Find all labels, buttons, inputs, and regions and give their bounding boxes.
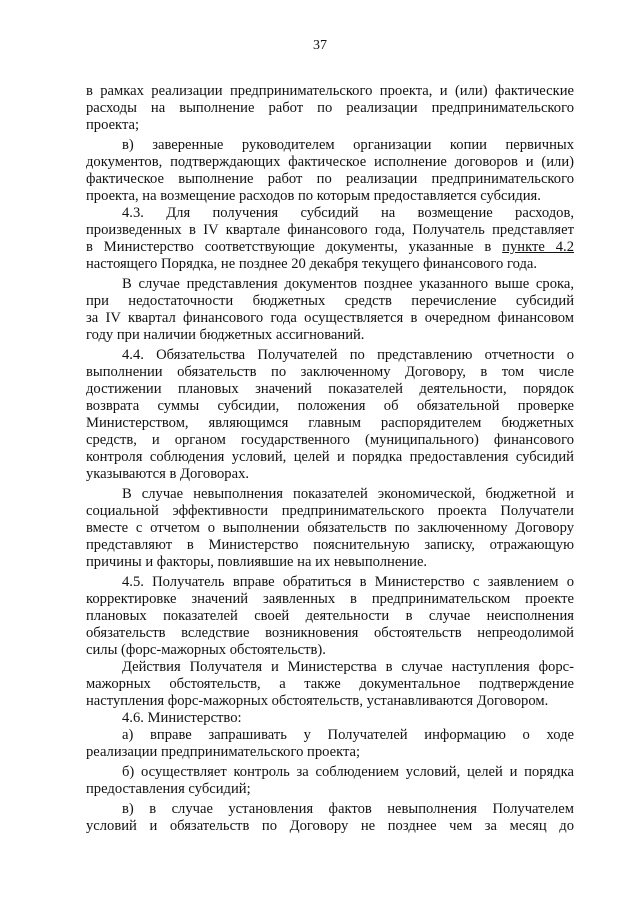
text-line: контроля соблюдения условий, целей и порядка предоставления субсидий xyxy=(86,449,574,465)
paragraph xyxy=(86,137,574,205)
text-line: году при наличии бюджетных ассигнований. xyxy=(86,327,365,343)
text-line: причины и факторы, повлиявшие на их невыполнение. xyxy=(86,554,428,570)
paragraph xyxy=(86,205,574,273)
text-line: выполнении обязательств по заключенному Договору, в том числе xyxy=(86,364,574,380)
text-line: плановых показателей своей деятельности в случае неисполнения xyxy=(86,608,574,624)
text-line: 4.4. Обязательства Получателей по представлению отчетности о xyxy=(122,347,574,363)
text-line: Действия Получателя и Министерства в случае наступления форс- xyxy=(122,659,574,675)
text-line: В случае невыполнения показателей экономической, бюджетной и xyxy=(122,486,574,502)
text-line: вместе с отчетом о выполнении обязательств по заключенному Договору xyxy=(86,520,574,536)
text-line: возврата суммы субсидии, положения об обязательной проверке xyxy=(86,398,574,414)
text-line: 4.3. Для получения субсидий на возмещение расходов, xyxy=(122,205,574,221)
paragraph xyxy=(86,486,574,571)
text-line: Министерством, являющимся главным распорядителем бюджетных xyxy=(86,415,574,431)
text-line: расходы на выполнение работ по реализации предпринимательского xyxy=(86,100,574,116)
text-line: а) вправе запрашивать у Получателей информацию о ходе xyxy=(122,727,574,743)
text-line: при недостаточности бюджетных средств перечисление субсидий xyxy=(86,293,574,309)
paragraph xyxy=(86,659,574,710)
document-body xyxy=(86,83,574,835)
page-number: 37 xyxy=(313,38,327,53)
text-line: указываются в Договорах. xyxy=(86,466,250,482)
paragraph xyxy=(86,574,574,659)
text-segment: в Министерство соответствующие документы, указанные в xyxy=(86,239,503,255)
text-line xyxy=(86,239,574,256)
text-line: средств, и органом государственного (муниципального) финансового xyxy=(86,432,574,448)
text-line: в рамках реализации предпринимательского проекта, и (или) фактические xyxy=(86,83,574,99)
text-line: 4.5. Получатель вправе обратиться в Министерство с заявлением о xyxy=(122,574,574,590)
text-line: силы (форс-мажорных обстоятельств). xyxy=(86,642,326,658)
text-line: наступления форс-мажорных обстоятельств, устанавливаются Договором. xyxy=(86,693,549,709)
text-line: в) заверенные руководителем организации копии первичных xyxy=(122,137,574,153)
text-line: В случае представления документов позднее указанного выше срока, xyxy=(122,276,574,292)
text-line: реализации предпринимательского проекта; xyxy=(86,744,361,760)
text-line: предоставления субсидий; xyxy=(86,781,251,797)
section-link[interactable]: пункте 4.2 xyxy=(502,239,574,255)
text-line: за IV квартал финансового года осуществляется в очередном финансовом xyxy=(86,310,574,326)
text-line: в) в случае установления фактов невыполнения Получателем xyxy=(122,801,574,817)
paragraph xyxy=(86,347,574,483)
text-line: б) осуществляет контроль за соблюдением условий, целей и порядка xyxy=(122,764,574,780)
text-line: настоящего Порядка, не позднее 20 декабря текущего финансового года. xyxy=(86,256,537,272)
paragraph xyxy=(86,764,574,798)
text-line: корректировке значений заявленных в предпринимательском проекте xyxy=(86,591,574,607)
text-line: документов, подтверждающих фактическое исполнение договоров и (или) xyxy=(86,154,574,170)
paragraph xyxy=(86,727,574,761)
text-line: представляют в Министерство пояснительную записку, отражающую xyxy=(86,537,574,553)
text-line: проекта, на возмещение расходов по которым предоставляется субсидия. xyxy=(86,188,541,204)
text-line: мажорных обстоятельств, а также документальное подтверждение xyxy=(86,676,574,692)
text-line: 4.6. Министерство: xyxy=(122,710,242,726)
text-line: социальной эффективности предпринимательского проекта Получатели xyxy=(86,503,574,519)
paragraph xyxy=(86,710,574,727)
text-line: достижении плановых значений показателей деятельности, порядок xyxy=(86,381,574,397)
text-line: проекта; xyxy=(86,117,140,133)
text-line: произведенных в IV квартале финансового года, Получатель представляет xyxy=(86,222,574,238)
paragraph xyxy=(86,801,574,835)
paragraph xyxy=(86,83,574,134)
text-line: условий и обязательств по Договору не позднее чем за месяц до xyxy=(86,818,574,834)
text-line: обязательств вследствие возникновения обстоятельств непреодолимой xyxy=(86,625,574,641)
text-line: фактическое выполнение работ по реализации предпринимательского xyxy=(86,171,574,187)
paragraph xyxy=(86,276,574,344)
